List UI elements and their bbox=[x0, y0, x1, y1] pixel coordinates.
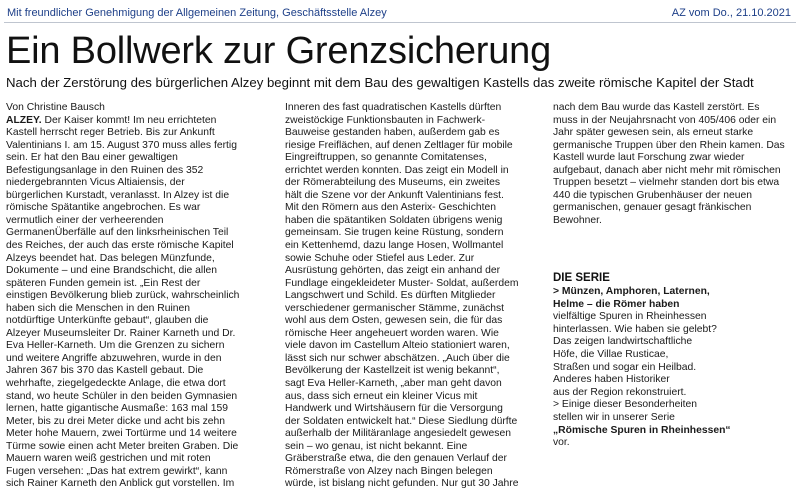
text-line: riesige Freiflächen, auf denen Zeltlager für mobile bbox=[285, 139, 513, 151]
text-line: Gräberstraße etwa, die den genauen Verlauf der bbox=[285, 453, 507, 465]
text-line: späteren Funden gemein ist. „Ein Rest der bbox=[6, 277, 201, 289]
author-byline: Von Christine Bausch bbox=[6, 102, 105, 113]
series-line: > Einige dieser Besonderheiten bbox=[553, 399, 698, 411]
text-line: haben sich die Menschen in den Ruinen bbox=[6, 302, 191, 314]
series-line: aus der Region rekonstruiert. bbox=[553, 386, 687, 398]
text-line: Truppen besetzt – vielmehr standen dort bis etwa bbox=[553, 177, 780, 189]
series-line: vielfältige Spuren in Rheinhessen bbox=[553, 311, 707, 323]
text-line: Mit den Römern aus den Asterix- Geschichten bbox=[285, 202, 496, 214]
text-line: lässt sich nur schwer abschätzen. „Auch über die bbox=[285, 352, 510, 364]
series-box bbox=[553, 271, 793, 450]
text-line: Bewohner. bbox=[553, 214, 602, 226]
article-headline: Ein Bollwerk zur Grenzsicherung bbox=[6, 30, 552, 72]
source-credit: Mit freundlicher Genehmigung der Allgemeinen Zeitung, Geschäftsstelle Alzey bbox=[7, 7, 387, 19]
text-line: Kastell wurde laut Forschung zwar wieder bbox=[553, 152, 745, 164]
text-line: wohl aus dem Osten, gewesen sein, die für das bbox=[285, 315, 503, 327]
text-line: ein Kettenhemd, dazu lange Hosen, Wollmantel bbox=[285, 240, 504, 252]
text-line: zweistöckige Funktionsbauten in Fachwerk- bbox=[285, 114, 486, 126]
series-line: vor. bbox=[553, 437, 570, 449]
series-line: hinterlassen. Wie haben sie gelebt? bbox=[553, 323, 717, 335]
article-column-2 bbox=[285, 102, 540, 490]
text-line: Meter, bis zu drei Meter dicke und acht bis zehn bbox=[6, 415, 226, 427]
text-line: Inneren des fast quadratischen Kastells dürften bbox=[285, 102, 502, 113]
text-line: des Reiches, der auch das erste römische Kapitel bbox=[6, 240, 234, 252]
series-line: Höfe, die Villae Rusticae, bbox=[553, 348, 669, 360]
text-line: aufgebaut, danach aber nicht mehr mit römischen bbox=[553, 164, 781, 176]
text-line: bürgerlichen Kurstadt, veranlasst. In Alzey ist die bbox=[6, 189, 230, 201]
text-line: Alzeys beendet hat. Das belegen Münzfunde, bbox=[6, 252, 215, 264]
text-line: einstigen Bevölkerung blieb zurück, wahrscheinlich bbox=[6, 290, 240, 302]
text-line: Eva Heller-Karneth. Um die Grenzen zu sichern bbox=[6, 340, 225, 352]
text-line: viele davon im Castellum Alteio stationiert waren, bbox=[285, 340, 510, 352]
column-3-text bbox=[553, 102, 793, 227]
text-line: ALZEY. Der Kaiser kommt! Im neu errichteten bbox=[6, 114, 217, 126]
series-line: „Römische Spuren in Rheinhessen“ bbox=[553, 424, 731, 436]
text-line: Handwerk und Wirtshäusern für die Versorgung bbox=[285, 403, 503, 415]
text-line: GermanenÜberfälle auf den linksrheinischen Teil bbox=[6, 227, 229, 239]
text-line: vermutlich einer der verheerenden bbox=[6, 214, 164, 226]
text-line: Mauern waren weiß gestrichen und mit roten bbox=[6, 453, 211, 465]
series-line: Straßen und sogar ein Heilbad. bbox=[553, 361, 697, 373]
text-line: germanische Truppen über den Rhein kamen. Das bbox=[553, 139, 785, 151]
header-divider bbox=[4, 22, 796, 23]
article-column-1 bbox=[6, 102, 271, 490]
text-line: 440 die typischen Grubenhäuser der neuen bbox=[553, 189, 752, 201]
text-line: wehrhafte, ziegelgedeckte Anlage, die etwa dort bbox=[6, 378, 226, 390]
text-line: sowie Schuhe oder Stiefel aus Leder. Zur bbox=[285, 252, 475, 264]
text-line: haben die spätantiken Soldaten übrigens wenig bbox=[285, 214, 503, 226]
series-line: Helme – die Römer haben bbox=[553, 298, 680, 310]
text-line: muss in der Neujahrsnacht von 405/406 oder ein bbox=[553, 114, 777, 126]
text-line: sich Rainer Karneth den Anblick gut vorstellen. Im bbox=[6, 478, 235, 490]
text-line: römische Spätantike angebrochen. Es war bbox=[6, 202, 201, 214]
text-line: germanischen, genauer gesagt fränkischen bbox=[553, 202, 752, 214]
series-line: Anderes haben Historiker bbox=[553, 374, 670, 386]
article-column-3 bbox=[553, 102, 793, 282]
series-line: stellen wir in unserer Serie bbox=[553, 411, 675, 423]
article-subheadline: Nach der Zerstörung des bürgerlichen Alzey beginnt mit dem Bau des gewaltigen Kastells das zweite römische Kapitel der Stadt bbox=[6, 75, 754, 90]
text-line: und weitere Angriffe abzuwehren, wurde in den bbox=[6, 352, 222, 364]
text-line: römische Heer angeheuert worden waren. Wie bbox=[285, 327, 499, 339]
text-line: Jahren 367 bis 370 das Kastell gebaut. Die bbox=[6, 365, 204, 377]
text-line: Fugen versehen: „Das hat extrem gewirkt“, kann bbox=[6, 465, 228, 477]
text-line: sein – wo genau, ist nicht bekannt. Eine bbox=[285, 440, 468, 452]
publication-date: AZ vom Do., 21.10.2021 bbox=[671, 7, 791, 19]
text-line: lernen, hatte gigantische Ausmaße: 163 mal 159 bbox=[6, 403, 228, 415]
text-line: Jahr später gewesen sein, als erneut starke bbox=[553, 127, 754, 139]
text-line: gemeinsam. Sie trugen keine Rüstung, sondern bbox=[285, 227, 504, 239]
text-line: nach dem Bau wurde das Kastell zerstört. Es bbox=[553, 102, 760, 113]
text-line: niedergebrannten Vicus Altiaiensis, der bbox=[6, 177, 185, 189]
text-line: verschiedener germanischer Stämme, zunächst bbox=[285, 302, 505, 314]
text-line: Bauweise gestanden haben, außerdem gab es bbox=[285, 127, 500, 139]
text-line: hält die Szene vor der Ankunft Valentinians fest. bbox=[285, 189, 504, 201]
text-line: Valentinians I. am 15. August 370 muss alles fertig bbox=[6, 139, 237, 151]
text-line: außerhalb der Militäranlage angesiedelt gewesen bbox=[285, 428, 511, 440]
series-title: DIE SERIE bbox=[553, 272, 610, 284]
text-line: Dokumente – und eine Brandschicht, die allen bbox=[6, 265, 218, 277]
top-bar bbox=[5, 2, 795, 21]
text-line: Römerstraße von Alzey nach Bingen belegen bbox=[285, 465, 493, 477]
column-2-text bbox=[285, 102, 540, 491]
text-line: errichtet werden konnten. Das zeigt ein Modell in bbox=[285, 164, 509, 176]
text-line: Meter hohe Mauern, zwei Tortürme und 14 weitere bbox=[6, 428, 237, 440]
series-line: > Münzen, Amphoren, Laternen, bbox=[553, 286, 710, 297]
series-text bbox=[553, 286, 793, 450]
text-line: Bevölkerung der Kastellzeit ist wenig bekannt“, bbox=[285, 365, 500, 377]
text-line: Alzeyer Museumsleiter Dr. Rainer Karneth und Dr. bbox=[6, 327, 236, 339]
text-line: Fundlage eingekleideter Muster- Soldat, außerdem bbox=[285, 277, 519, 289]
dateline: ALZEY. bbox=[6, 114, 42, 126]
series-line: Das zeigen landwirtschaftliche bbox=[553, 336, 693, 348]
text-line: Langschwert und Schild. Es dürften Mitglieder bbox=[285, 290, 496, 302]
text-line: Türme sowie einen acht Meter breiten Graben. Die bbox=[6, 440, 239, 452]
text-line: sagt Eva Heller-Karneth, „aber man geht davon bbox=[285, 378, 502, 390]
text-line: der Soldaten entwickelt hat.“ Diese Siedlung dürfte bbox=[285, 415, 518, 427]
column-1-text bbox=[6, 115, 271, 491]
text-line: würde, ist bislang nicht gefunden. Nur gut 30 Jahre bbox=[285, 478, 519, 490]
text-line: notdürftige Unterkünfte gebaut“, glauben die bbox=[6, 315, 209, 327]
text-line: sein. Er hat den Bau einer gewaltigen bbox=[6, 152, 178, 164]
text-line: Ausrüstung gehörten, das zeigt ein anhand der bbox=[285, 265, 501, 277]
text-line: aus, dass sich erneut ein kleiner Vicus mit bbox=[285, 390, 478, 402]
text-line: der Römerabteilung des Museums, ein zweites bbox=[285, 177, 501, 189]
text-line: Eingreiftruppen, so genannte Comitatenses, bbox=[285, 152, 487, 164]
text-line: stand, wo heute Schüler in den beiden Gymnasien bbox=[6, 390, 238, 402]
text-line: Kastell herrscht reger Betrieb. Bis zur Ankunft bbox=[6, 127, 215, 139]
text-line: Befestigungsanlage in den Ruinen des 352 bbox=[6, 164, 204, 176]
